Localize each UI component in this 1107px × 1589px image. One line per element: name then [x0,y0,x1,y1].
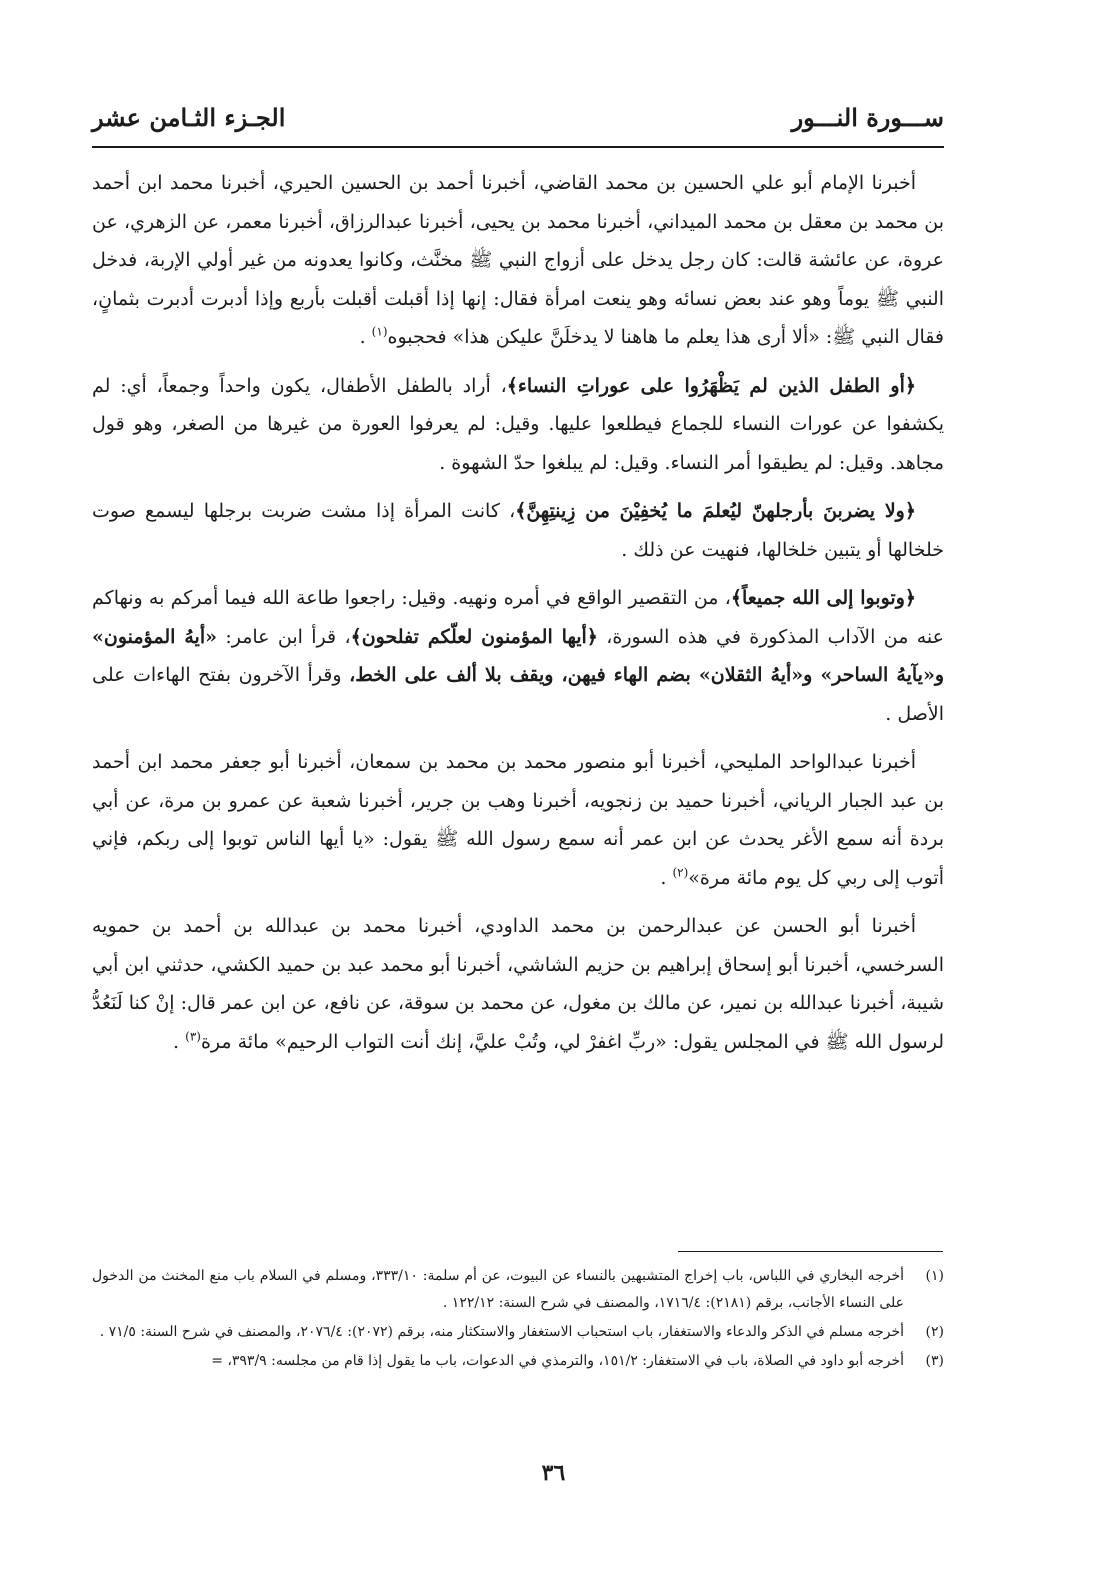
footnote-text: أخرجه البخاري في اللباس، باب إخراج المتشبهين بالنساء عن البيوت، عن أم سلمة: ٣٣٣/١٠، ومسلم في السلام باب منع المخنث من الدخول على النساء الأجانب، برقم (٢١٨١): ١٧١٦/٤، والمصنف في شرح السنة: ١٢٢/١٢ . [92,1268,905,1311]
footnotes [92,1263,944,1377]
main-text [92,164,944,1071]
footnote-number: (٢) [925,1324,944,1340]
text-segment: أخبرنا الإمام أبو علي الحسين بن محمد القاضي، أخبرنا أحمد بن الحسين الحيري، أخبرنا محمد ابن أحمد بن محمد بن معقل بن محمد الميداني، أخبرنا محمد بن يحيى، أخبرنا عبدالرزاق، أخبرنا معمر، عن الزهري، عن عروة، عن عائشة قالت: كان رجل يدخل على أزواج النبي ﷺ مخنَّث، وكانوا يعدونه من غير أولي الإربة، فدخل النبي ﷺ يوماً وهو عند بعض نسائه وهو ينعت امرأة فقال: إنها إذا أقبلت أقبلت بأربع وإذا أدبرت أدبرت بثمانٍ، فقال النبي ﷺ: «ألا أرى هذا يعلم ما هاهنا لا يدخلَنَّ عليكن هذا» فحجبوه [92,172,944,348]
text-segment: أخبرنا أبو الحسن عن عبدالرحمن بن محمد الداودي، أخبرنا محمد بن عبدالله بن أحمد بن حمويه السرخسي، أخبرنا أبو إسحاق إبراهيم بن حزيم الشاشي، أخبرنا أبو محمد عبد بن حميد الكشي، حدثني ابن أبي شيبة، أخبرنا عبدالله بن نمير، عن مالك بن مغول، عن محمد بن سوقة، عن نافع، عن ابن عمر قال: إنْ كنا لَنَعُدُّ لرسول الله ﷺ في المجلس يقول: «ربِّ اغفرْ لي، وتُبْ عليَّ، إنك أنت التواب الرحيم» مائة مرة [92,915,944,1053]
text-segment: . [173,1030,186,1053]
page-number: ٣٦ [541,1460,566,1486]
running-header [92,92,944,142]
footnote [92,1263,944,1317]
text-segment: ، من التقصير الواقع في أمره ونهيه. وقيل: راجعوا طاعة الله فيما أمركم به ونهاكم عنه من الآداب المذكورة في هذه السورة، [92,587,944,648]
footnote-number: (١) [925,1268,944,1284]
quoted-text: ﴿وتوبوا إلى الله جميعاً﴾ [730,587,917,609]
footnote-number: (٣) [925,1353,944,1369]
footnote-text: أخرجه أبو داود في الصلاة، باب في الاستغفار: ١٥١/٢، والترمذي في الدعوات، باب ما يقول إذا قام من مجلسه: ٣٩٣/٩، = [211,1353,904,1369]
paragraph [92,579,944,733]
footnote-ref: (٣) [185,1029,201,1044]
paragraph [92,907,944,1061]
footnote-divider [678,1251,943,1252]
footnote-ref: (٢) [672,865,689,880]
footnote-ref: (١) [371,324,388,339]
text-segment: وقرأ الآخرون بفتح الهاءات على الأصل . [92,664,944,725]
juz-title: الجـزء الثـامن عشر [92,102,286,132]
text-segment: . [359,326,372,348]
text-segment: ، كانت المرأة إذا مشت ضربت برجلها ليسمع صوت خلخالها أو يتبين خلخالها، فنهيت عن ذلك . [92,500,944,561]
quoted-text: ﴿أو الطفل الذين لم يَظْهَرُوا على عوراتِ النساء﴾ [506,374,916,397]
quoted-text: ﴿ولا يضربنَ بأرجلهنّ ليُعلمَ ما يُخفِيْنَ من زِينتِهِنَّ﴾ [515,500,916,522]
paragraph [92,164,944,357]
footnote [92,1348,944,1375]
paragraph [92,492,944,569]
text-segment: ، قرأ ابن عامر: [216,625,351,648]
text-segment: ، أراد بالطفل الأطفال، يكون واحداً وجمعاً، أي: لم يكشفوا عن عورات النساء للجماع فيطلعوا عليها. وقيل: لم يعرفوا العورة من غيرها من الصغر، وهو قول مجاهد. وقيل: لم يطيقوا أمر النساء. وقيل: لم يبلغوا حدّ الشهوة . [92,374,944,474]
footnote [92,1319,944,1346]
header-divider [92,146,944,148]
paragraph [92,743,944,897]
text-segment: أخبرنا عبدالواحد المليحي، أخبرنا أبو منصور محمد بن محمد بن سمعان، أخبرنا أبو جعفر محمد ابن أحمد بن عبد الجبار الرياني، أخبرنا حميد بن زنجويه، أخبرنا وهب بن جرير، أخبرنا شعبة عن عمرو بن مرة، عن أبي بردة أنه سمع الأغر يحدث عن ابن عمر أنه سمع رسول الله ﷺ يقول: «يا أيها الناس توبوا إلى ربكم، فإني أتوب إلى ربي كل يوم مائة مرة» [92,751,944,889]
footnote-text: أخرجه مسلم في الذكر والدعاء والاستغفار، باب استحباب الاستغفار والاستكثار منه، برقم (٢٠٧٢): ٢٠٧٦/٤، والمصنف في شرح السنة: ٧١/٥ . [99,1324,904,1340]
quoted-text: «أيهُ المؤمنون» و«يآيهُ الساحر» و«أيهُ الثقلان» بضم الهاء فيهن، ويقف بلا ألف على الخط، [92,625,944,686]
quoted-text: ﴿أيها المؤمنون لعلّكم تفلحون﴾ [350,625,598,648]
text-segment: . [660,866,673,889]
paragraph [92,367,944,483]
surah-title: ســـورة النـــور [791,102,944,132]
